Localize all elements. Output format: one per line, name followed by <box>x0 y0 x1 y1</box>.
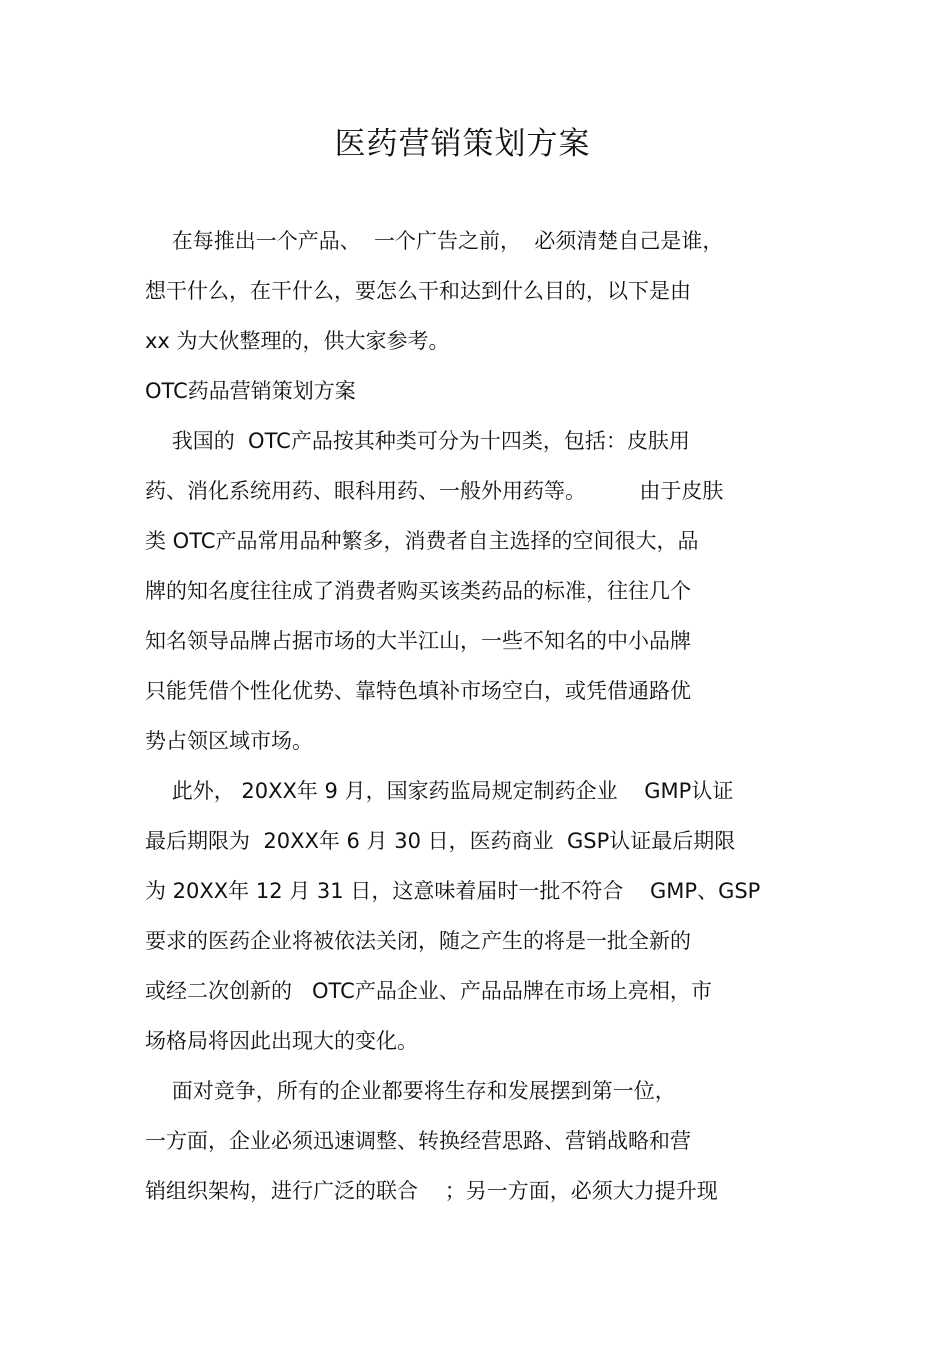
body-line-6: 药、消化系统用药、眼科用药、一般外用药等。 由于皮肤 <box>145 479 724 503</box>
body-line-19: 一方面，企业必须迅速调整、转换经营思路、营销战略和营 <box>145 1129 691 1153</box>
body-line-16: 或经二次创新的 OTC产品企业、产品品牌在市场上亮相，市 <box>145 979 712 1003</box>
body-line-1: 在每推出一个产品、 一个广告之前， 必须清楚自己是谁， <box>145 229 724 253</box>
body-line-15: 要求的医药企业将被依法关闭，随之产生的将是一批全新的 <box>145 929 691 953</box>
body-line-11: 势占领区域市场。 <box>145 729 313 753</box>
body-line-13: 最后期限为 20XX年 6 月 30 日，医药商业 GSP认证最后期限 <box>145 829 736 853</box>
body-line-8: 牌的知名度往往成了消费者购买该类药品的标准，往往几个 <box>145 579 691 603</box>
section-heading: OTC药品营销策划方案 <box>145 379 356 403</box>
body-line-2: 想干什么，在干什么，要怎么干和达到什么目的，以下是由 <box>145 279 691 303</box>
body-line-18: 面对竞争，所有的企业都要将生存和发展摆到第一位， <box>145 1079 676 1103</box>
body-line-12: 此外， 20XX年 9 月，国家药监局规定制药企业 GMP认证 <box>145 779 734 803</box>
body-line-7: 类 OTC产品常用品种繁多，消费者自主选择的空间很大，品 <box>145 529 699 553</box>
body-line-14: 为 20XX年 12 月 31 日，这意味着届时一批不符合 GMP、GSP <box>145 879 761 903</box>
body-line-20: 销组织架构，进行广泛的联合 ；另一方面，必须大力提升现 <box>145 1179 718 1203</box>
body-line-17: 场格局将因此出现大的变化。 <box>145 1029 418 1053</box>
document-title: 医药营销策划方案 <box>334 126 591 162</box>
body-line-3: xx 为大伙整理的，供大家参考。 <box>145 329 450 353</box>
body-line-9: 知名领导品牌占据市场的大半江山，一些不知名的中小品牌 <box>145 629 691 653</box>
body-line-10: 只能凭借个性化优势、靠特色填补市场空白，或凭借通路优 <box>145 679 691 703</box>
body-line-5: 我国的 OTC产品按其种类可分为十四类，包括：皮肤用 <box>145 429 690 453</box>
